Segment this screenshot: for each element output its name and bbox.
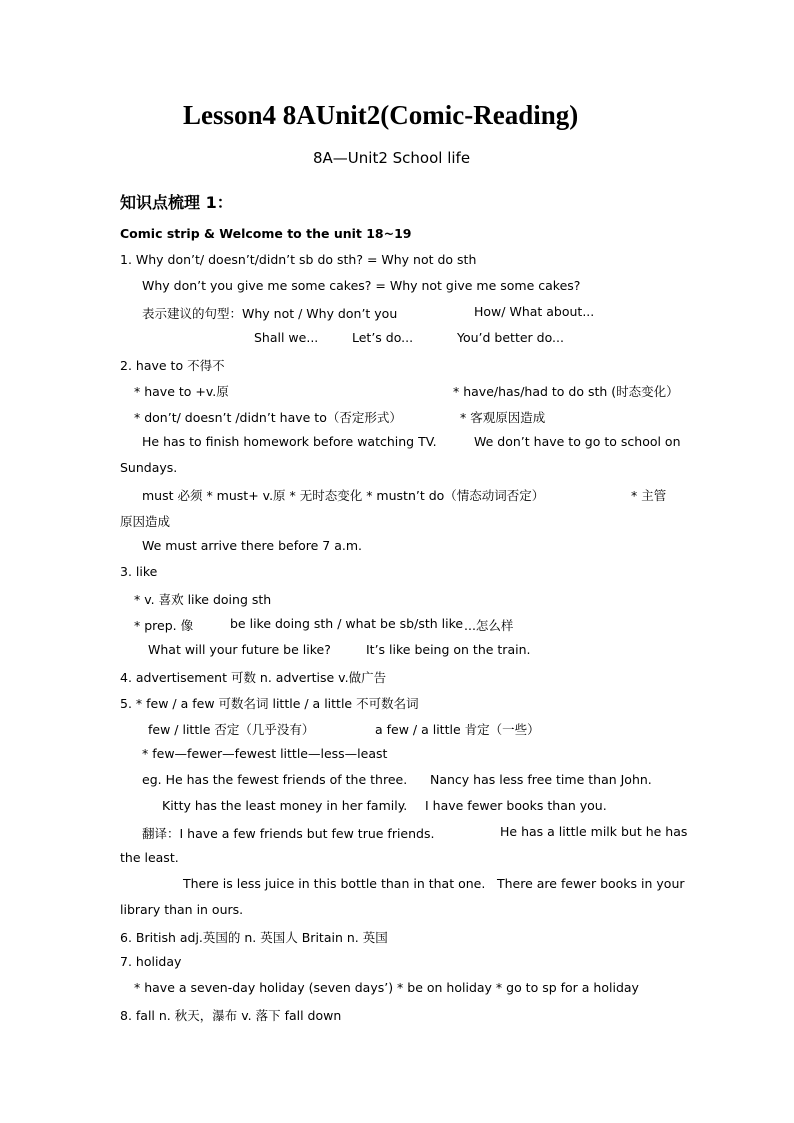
text-line: * have a seven-day holiday (seven days’) * be on holiday * go to sp for a holiday — [134, 980, 639, 995]
text-line: 6. British adj.英国的 n. 英国人 Britain n. 英国 — [120, 930, 388, 945]
text-line: 表示建议的句型：Why not / Why don’t you — [142, 306, 398, 321]
text-line: * don’t/ doesn’t /didn’t have to（否定形式） — [134, 410, 402, 425]
text-line: few / little 否定（几乎没有） — [148, 722, 315, 737]
text-line: 1. Why don’t/ doesn’t/didn’t sb do sth? = Why not do sth — [120, 252, 477, 267]
text-line: Sundays. — [120, 460, 178, 475]
page-title: Lesson4 8AUnit2(Comic-Reading) — [183, 100, 579, 130]
text-line: eg. He has the fewest friends of the three. — [142, 772, 408, 787]
text-line: There is less juice in this bottle than in that one. — [183, 876, 486, 891]
topic-heading: Comic strip & Welcome to the unit 18~19 — [120, 226, 412, 241]
text-line: I have fewer books than you. — [425, 798, 607, 813]
text-line: * have to +v.原 — [134, 384, 229, 399]
text-line: * have/has/had to do sth (时态变化） — [453, 384, 679, 399]
text-line: What will your future be like? — [148, 642, 331, 657]
text-line: * 客观原因造成 — [460, 410, 546, 425]
text-line: * 主管 — [631, 488, 667, 503]
text-line: It’s like being on the train. — [366, 642, 531, 657]
text-line: 3. like — [120, 564, 158, 579]
text-line: Why don’t you give me some cakes? = Why not give me some cakes? — [142, 278, 581, 293]
text-line: be like doing sth / what be sb/sth like — [230, 616, 464, 631]
text-line: a few / a little 肯定（一些） — [375, 722, 540, 737]
text-line: * v. 喜欢 like doing sth — [134, 592, 272, 607]
text-line: Kitty has the least money in her family. — [162, 798, 408, 813]
text-line: He has to finish homework before watching TV. — [142, 434, 437, 449]
text-line: * prep. 像 — [134, 618, 194, 633]
text-line: library than in ours. — [120, 902, 244, 917]
text-line: 8. fall n. 秋天，瀑布 v. 落下 fall down — [120, 1008, 342, 1023]
text-line: We don’t have to go to school on — [474, 434, 681, 449]
text-line: You’d better do... — [457, 330, 564, 345]
text-line: How/ What about... — [474, 304, 595, 319]
text-line: Let’s do... — [352, 330, 414, 345]
text-line: must 必须 * must+ v.原 * 无时态变化 * mustn’t do（情态动词否定） — [142, 488, 545, 503]
text-line: * few—fewer—fewest little—less—least — [142, 746, 388, 761]
text-line: Nancy has less free time than John. — [430, 772, 652, 787]
text-line: We must arrive there before 7 a.m. — [142, 538, 362, 553]
text-line: 原因造成 — [120, 514, 171, 529]
text-line: Shall we... — [254, 330, 319, 345]
text-line: 2. have to 不得不 — [120, 358, 225, 373]
text-line: He has a little milk but he has — [500, 824, 688, 839]
text-line: ...怎么样 — [464, 618, 514, 633]
text-line: 5. * few / a few 可数名词 little / a little 不可数名词 — [120, 696, 419, 711]
text-line: the least. — [120, 850, 179, 865]
text-line: 7. holiday — [120, 954, 182, 969]
text-line: There are fewer books in your — [497, 876, 685, 891]
page-subtitle: 8A—Unit2 School life — [313, 149, 471, 167]
text-line: 4. advertisement 可数 n. advertise v.做广告 — [120, 670, 387, 685]
section-heading: 知识点梳理 1： — [120, 193, 233, 212]
text-line: 翻译：I have a few friends but few true friends. — [142, 826, 435, 841]
